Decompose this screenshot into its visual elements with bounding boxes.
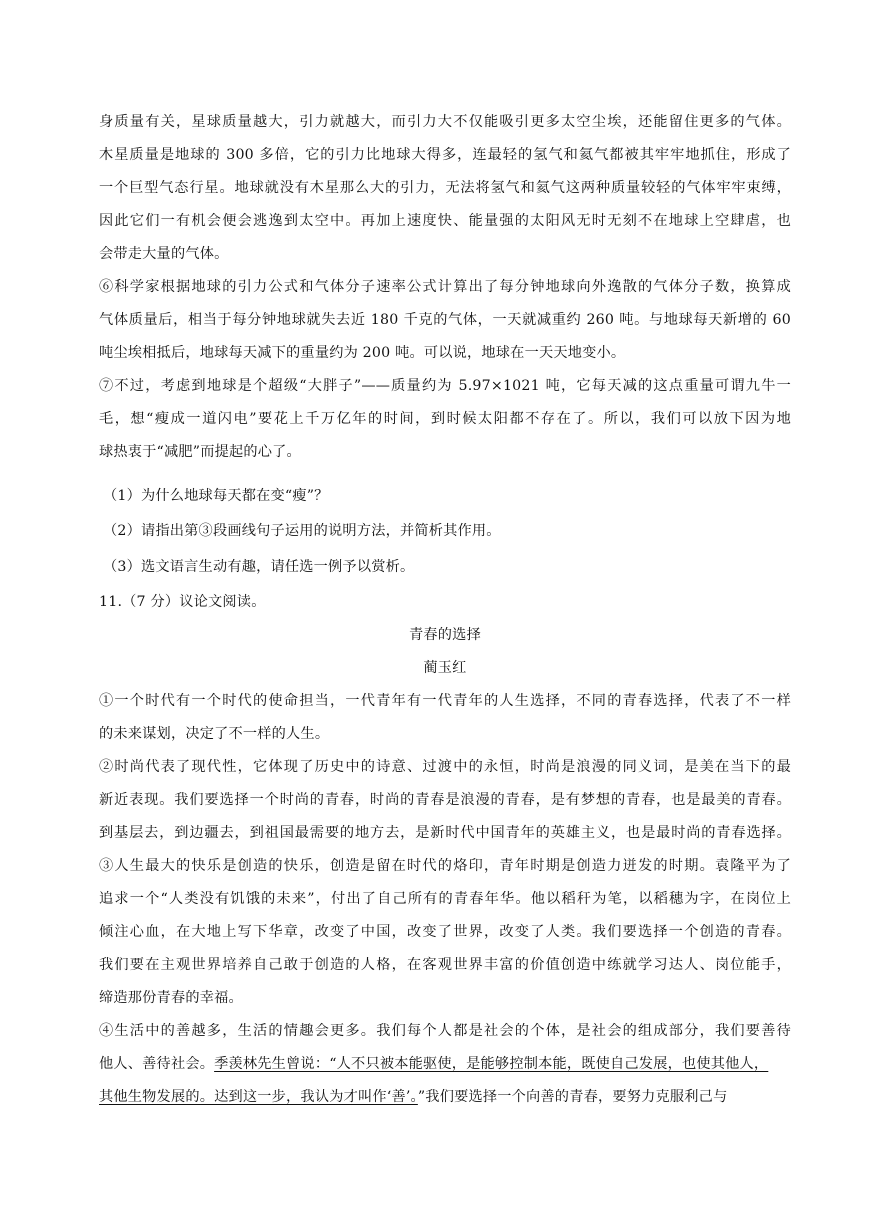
article-line: 新近表现。我们要选择一个时尚的青春，时尚的青春是浪漫的青春，是有梦想的青春，也是最美的青春。 — [99, 792, 791, 808]
underlined-sentence: 季羡林先生曾说：“人不只被本能驱使，是能够控制本能，既使自己发展，也使其他人， — [214, 1056, 769, 1072]
article-line: 的未来谋划，决定了不一样的人生。 — [99, 726, 330, 742]
passage-line: 毛，想“瘦成一道闪电”要花上千万亿年的时间，到时候太阳都不存在了。所以，我们可以放下因为地 — [99, 411, 791, 427]
passage-line: 会带走大量的气体。 — [99, 246, 229, 262]
article-line: ①一个时代有一个时代的使命担当，一代青年有一代青年的人生选择，不同的青春选择，代表了不一样 — [99, 693, 791, 709]
question-item: （1）为什么地球每天都在变“瘦”？ — [103, 488, 329, 504]
passage-line: 一个巨型气态行星。地球就没有木星那么大的引力，无法将氢气和氦气这两种质量较轻的气体牢牢束缚， — [99, 180, 791, 196]
article-line: 我们要在主观世界培养自己敢于创造的人格，在客观世界丰富的价值创造中练就学习达人、岗位能手， — [99, 957, 791, 973]
question-heading: 11.（7 分）议论文阅读。 — [99, 594, 266, 610]
article-text: 他人、善待社会。 — [99, 1056, 215, 1072]
article-line-underlined-quote — [99, 1087, 799, 1107]
passage-line: 吨尘埃相抵后，地球每天减下的重量约为 200 吨。可以说，地球在一天天地变小。 — [99, 345, 626, 361]
passage-line: 身质量有关，星球质量越大，引力就越大，而引力大不仅能吸引更多太空尘埃，还能留住更多的气体。 — [99, 114, 791, 130]
question-item: （2）请指出第③段画线句子运用的说明方法，并简析其作用。 — [103, 523, 501, 539]
article-text: ”我们要选择一个向善的青春，要努力克服利己与 — [417, 1089, 728, 1105]
passage-line: ⑦不过，考虑到地球是个超级“大胖子”——质量约为 5.97×1021 吨，它每天减的这点重量可谓九牛一 — [99, 378, 791, 394]
article-author: 蔺玉红 — [423, 660, 467, 676]
article-line-underlined-quote — [99, 1054, 799, 1074]
passage-line: 球热衷于“减肥”而提起的心了。 — [99, 444, 301, 460]
passage-line: 因此它们一有机会便会逃逸到太空中。再加上速度快、能量强的太阳风无时无刻不在地球上空肆虐，也 — [99, 213, 791, 229]
article-line: 缔造那份青春的幸福。 — [99, 990, 243, 1006]
question-item: （3）选文语言生动有趣，请任选一例予以赏析。 — [103, 559, 415, 575]
article-line: 到基层去，到边疆去，到祖国最需要的地方去，是新时代中国青年的英雄主义，也是最时尚的青春选择。 — [99, 825, 791, 841]
article-line: ③人生最大的快乐是创造的快乐，创造是留在时代的烙印，青年时期是创造力迸发的时期。袁隆平为了 — [99, 858, 791, 874]
passage-line: 气体质量后，相当于每分钟地球就失去近 180 千克的气体，一天就减重约 260 吨。与地球每天新增的 60 — [99, 312, 791, 328]
passage-line: ⑥科学家根据地球的引力公式和气体分子速率公式计算出了每分钟地球向外逸散的气体分子数，换算成 — [99, 279, 791, 295]
article-title: 青春的选择 — [409, 627, 481, 643]
article-line: 倾注心血，在大地上写下华章，改变了中国，改变了世界，改变了人类。我们要选择一个创造的青春。 — [99, 924, 791, 940]
article-line: 追求一个“人类没有饥饿的未来”，付出了自己所有的青春年华。他以稻秆为笔，以稻穗为字，在岗位上 — [99, 891, 791, 907]
article-line: ②时尚代表了现代性，它体现了历史中的诗意、过渡中的永恒，时尚是浪漫的同义词，是美在当下的最 — [99, 759, 791, 775]
passage-line: 木星质量是地球的 300 多倍，它的引力比地球大得多，连最轻的氢气和氦气都被其牢牢地抓住，形成了 — [99, 147, 791, 163]
underlined-sentence: 其他生物发展的。达到这一步，我认为才叫作‘善’。 — [99, 1089, 418, 1105]
article-line: ④生活中的善越多，生活的情趣会更多。我们每个人都是社会的个体，是社会的组成部分，我们要善待 — [99, 1023, 791, 1039]
